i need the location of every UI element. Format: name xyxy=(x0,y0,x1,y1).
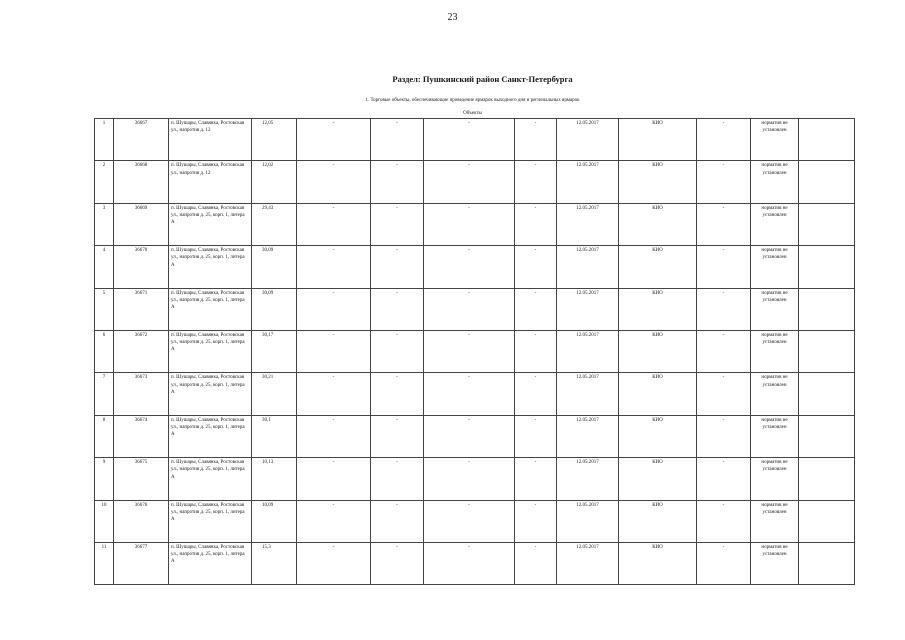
cell-note xyxy=(799,288,855,330)
cell-dash: - xyxy=(297,330,371,372)
cell-object-id: 36675 xyxy=(114,458,169,500)
cell-dash: - xyxy=(297,246,371,288)
cell-address: п. Шушары, Славянка, Ростовская ул., напротив д. 25, корп. 1, литера А xyxy=(169,330,252,372)
cell-dash: - xyxy=(424,288,515,330)
cell-dash: - xyxy=(515,500,557,542)
cell-org: КИО xyxy=(619,542,697,584)
cell-area: 15,3 xyxy=(252,542,297,584)
table-row xyxy=(95,288,855,330)
cell-dash: - xyxy=(371,542,424,584)
cell-dash: - xyxy=(697,373,751,415)
cell-status: норматив не установлен xyxy=(751,500,799,542)
cell-dash: - xyxy=(371,458,424,500)
objects-table xyxy=(94,118,855,585)
table-row xyxy=(95,203,855,245)
cell-status: норматив не установлен xyxy=(751,203,799,245)
cell-object-id: 36676 xyxy=(114,500,169,542)
cell-object-id: 36673 xyxy=(114,373,169,415)
cell-address: п. Шушары, Славянка, Ростовская ул., напротив д. 25, корп. 1, литера А xyxy=(169,288,252,330)
table-row xyxy=(95,119,855,161)
cell-address: п. Шушары, Славянка, Ростовская ул., напротив д. 12 xyxy=(169,119,252,161)
cell-note xyxy=(799,203,855,245)
cell-dash: - xyxy=(697,203,751,245)
cell-org: КИО xyxy=(619,458,697,500)
cell-area: 10,09 xyxy=(252,500,297,542)
cell-dash: - xyxy=(297,500,371,542)
cell-dash: - xyxy=(371,288,424,330)
cell-area: 10,13 xyxy=(252,458,297,500)
cell-org: КИО xyxy=(619,373,697,415)
cell-address: п. Шушары, Славянка, Ростовская ул., напротив д. 25, корп. 1, литера А xyxy=(169,415,252,457)
cell-status: норматив не установлен xyxy=(751,373,799,415)
cell-org: КИО xyxy=(619,119,697,161)
cell-dash: - xyxy=(297,288,371,330)
page-number: 23 xyxy=(447,12,458,23)
cell-org: КИО xyxy=(619,161,697,203)
table-row xyxy=(95,500,855,542)
cell-dash: - xyxy=(697,415,751,457)
table-row xyxy=(95,458,855,500)
cell-object-id: 36671 xyxy=(114,288,169,330)
cell-dash: - xyxy=(515,161,557,203)
cell-dash: - xyxy=(424,246,515,288)
cell-number: 10 xyxy=(95,500,114,542)
cell-area: 12,05 xyxy=(252,119,297,161)
cell-date: 12.05.2017 xyxy=(557,119,619,161)
cell-date: 12.05.2017 xyxy=(557,246,619,288)
cell-dash: - xyxy=(515,203,557,245)
cell-address: п. Шушары, Славянка, Ростовская ул., напротив д. 25, корп. 1, литера А xyxy=(169,458,252,500)
cell-dash: - xyxy=(424,161,515,203)
cell-status: норматив не установлен xyxy=(751,415,799,457)
cell-note xyxy=(799,542,855,584)
table-row xyxy=(95,330,855,372)
cell-note xyxy=(799,119,855,161)
cell-dash: - xyxy=(424,542,515,584)
cell-area: 29,43 xyxy=(252,203,297,245)
cell-note xyxy=(799,458,855,500)
cell-dash: - xyxy=(371,373,424,415)
cell-address: п. Шушары, Славянка, Ростовская ул., напротив д. 25, корп. 1, литера А xyxy=(169,542,252,584)
cell-dash: - xyxy=(371,161,424,203)
cell-number: 6 xyxy=(95,330,114,372)
cell-dash: - xyxy=(297,203,371,245)
cell-dash: - xyxy=(697,330,751,372)
cell-org: КИО xyxy=(619,288,697,330)
table-row xyxy=(95,542,855,584)
cell-object-id: 36669 xyxy=(114,203,169,245)
cell-org: КИО xyxy=(619,330,697,372)
cell-address: п. Шушары, Славянка, Ростовская ул., напротив д. 12 xyxy=(169,161,252,203)
cell-dash: - xyxy=(697,500,751,542)
cell-number: 7 xyxy=(95,373,114,415)
cell-number: 3 xyxy=(95,203,114,245)
table-row xyxy=(95,373,855,415)
cell-date: 12.05.2017 xyxy=(557,330,619,372)
cell-status: норматив не установлен xyxy=(751,330,799,372)
cell-dash: - xyxy=(697,288,751,330)
table-caption: Объекты xyxy=(463,111,482,116)
cell-area: 30,17 xyxy=(252,330,297,372)
cell-dash: - xyxy=(515,119,557,161)
cell-dash: - xyxy=(371,203,424,245)
cell-number: 2 xyxy=(95,161,114,203)
cell-dash: - xyxy=(371,500,424,542)
cell-status: норматив не установлен xyxy=(751,288,799,330)
cell-status: норматив не установлен xyxy=(751,119,799,161)
section-title: Раздел: Пушкинский район Санкт-Петербурга xyxy=(392,74,573,84)
cell-dash: - xyxy=(297,415,371,457)
cell-number: 11 xyxy=(95,542,114,584)
cell-date: 12.05.2017 xyxy=(557,161,619,203)
cell-note xyxy=(799,373,855,415)
cell-date: 12.05.2017 xyxy=(557,415,619,457)
cell-object-id: 36668 xyxy=(114,161,169,203)
cell-date: 12.05.2017 xyxy=(557,500,619,542)
cell-dash: - xyxy=(424,458,515,500)
cell-status: норматив не установлен xyxy=(751,458,799,500)
section-subtitle: 1. Торговые объекты, обеспечивающие проведение ярмарок выходного дня и региональных ярмарок xyxy=(365,98,580,103)
cell-dash: - xyxy=(515,330,557,372)
cell-area: 30,21 xyxy=(252,373,297,415)
cell-note xyxy=(799,500,855,542)
cell-date: 12.05.2017 xyxy=(557,458,619,500)
cell-status: норматив не установлен xyxy=(751,161,799,203)
cell-dash: - xyxy=(697,458,751,500)
cell-number: 9 xyxy=(95,458,114,500)
cell-address: п. Шушары, Славянка, Ростовская ул., напротив д. 25, корп. 1, литера А xyxy=(169,203,252,245)
cell-dash: - xyxy=(424,415,515,457)
cell-address: п. Шушары, Славянка, Ростовская ул., напротив д. 25, корп. 1, литера А xyxy=(169,246,252,288)
cell-dash: - xyxy=(371,330,424,372)
cell-status: норматив не установлен xyxy=(751,542,799,584)
cell-dash: - xyxy=(515,288,557,330)
cell-area: 12,02 xyxy=(252,161,297,203)
cell-object-id: 36674 xyxy=(114,415,169,457)
cell-dash: - xyxy=(515,246,557,288)
cell-note xyxy=(799,246,855,288)
cell-date: 12.05.2017 xyxy=(557,288,619,330)
table-row xyxy=(95,415,855,457)
cell-dash: - xyxy=(424,373,515,415)
cell-date: 12.05.2017 xyxy=(557,203,619,245)
cell-note xyxy=(799,161,855,203)
cell-dash: - xyxy=(697,119,751,161)
cell-date: 12.05.2017 xyxy=(557,542,619,584)
cell-dash: - xyxy=(424,330,515,372)
cell-object-id: 36677 xyxy=(114,542,169,584)
cell-dash: - xyxy=(371,415,424,457)
cell-area: 30,09 xyxy=(252,288,297,330)
cell-number: 1 xyxy=(95,119,114,161)
cell-dash: - xyxy=(697,161,751,203)
cell-dash: - xyxy=(424,500,515,542)
cell-dash: - xyxy=(371,119,424,161)
cell-dash: - xyxy=(297,161,371,203)
table-row xyxy=(95,246,855,288)
cell-dash: - xyxy=(371,246,424,288)
cell-dash: - xyxy=(697,246,751,288)
table-row xyxy=(95,161,855,203)
cell-address: п. Шушары, Славянка, Ростовская ул., напротив д. 25, корп. 1, литера А xyxy=(169,373,252,415)
cell-dash: - xyxy=(515,373,557,415)
cell-number: 4 xyxy=(95,246,114,288)
cell-org: КИО xyxy=(619,415,697,457)
cell-dash: - xyxy=(697,542,751,584)
cell-dash: - xyxy=(515,542,557,584)
cell-object-id: 36670 xyxy=(114,246,169,288)
cell-number: 8 xyxy=(95,415,114,457)
cell-dash: - xyxy=(297,373,371,415)
cell-object-id: 36667 xyxy=(114,119,169,161)
cell-note xyxy=(799,330,855,372)
cell-org: КИО xyxy=(619,203,697,245)
cell-dash: - xyxy=(424,203,515,245)
cell-date: 12.05.2017 xyxy=(557,373,619,415)
cell-address: п. Шушары, Славянка, Ростовская ул., напротив д. 25, корп. 1, литера А xyxy=(169,500,252,542)
cell-dash: - xyxy=(297,119,371,161)
cell-area: 30,1 xyxy=(252,415,297,457)
cell-note xyxy=(799,415,855,457)
cell-dash: - xyxy=(424,119,515,161)
cell-dash: - xyxy=(297,542,371,584)
cell-org: КИО xyxy=(619,500,697,542)
cell-org: КИО xyxy=(619,246,697,288)
cell-dash: - xyxy=(515,415,557,457)
cell-object-id: 36672 xyxy=(114,330,169,372)
cell-number: 5 xyxy=(95,288,114,330)
cell-status: норматив не установлен xyxy=(751,246,799,288)
table-body xyxy=(95,119,855,585)
cell-dash: - xyxy=(297,458,371,500)
cell-area: 30,09 xyxy=(252,246,297,288)
cell-dash: - xyxy=(515,458,557,500)
